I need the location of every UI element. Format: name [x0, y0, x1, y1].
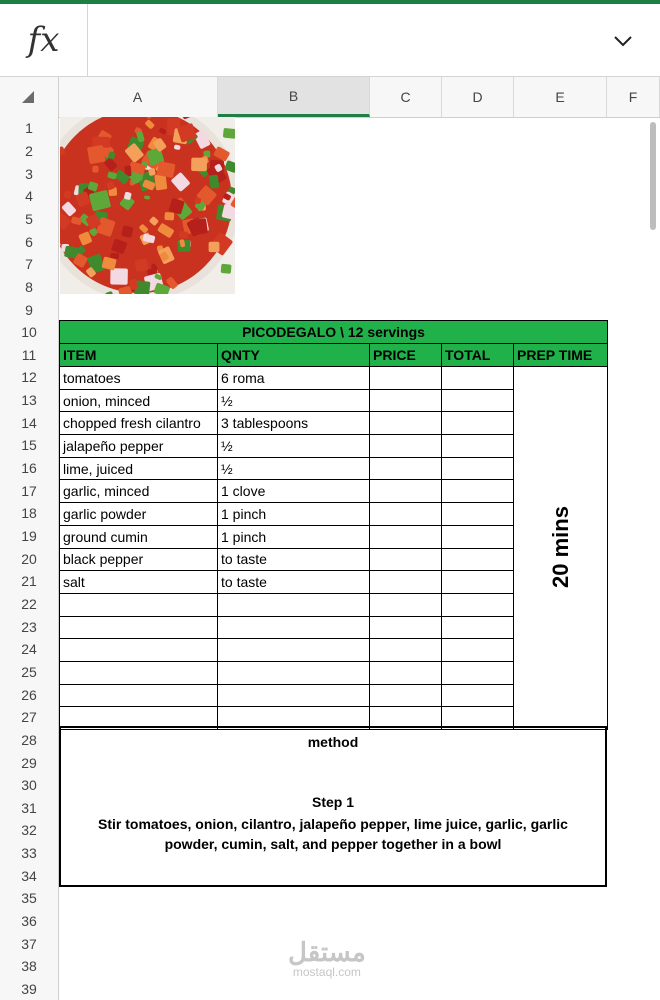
prep-time-value: 20 mins — [547, 506, 573, 588]
qnty-cell[interactable]: 6 roma — [218, 367, 370, 390]
qnty-cell[interactable]: 1 pinch — [218, 525, 370, 548]
column-header-bar — [0, 77, 660, 118]
qnty-cell[interactable]: ½ — [218, 457, 370, 480]
row-header-19[interactable]: 19 — [21, 528, 37, 544]
price-cell[interactable] — [370, 593, 442, 616]
qnty-cell[interactable]: 3 tablespoons — [218, 412, 370, 435]
price-cell[interactable] — [370, 525, 442, 548]
total-cell[interactable] — [442, 571, 514, 594]
item-cell[interactable]: jalapeño pepper — [60, 435, 218, 458]
header-prep-time[interactable]: PREP TIME — [514, 344, 608, 367]
price-cell[interactable] — [370, 503, 442, 526]
total-cell[interactable] — [442, 367, 514, 390]
row-header-28[interactable]: 28 — [21, 731, 37, 748]
total-cell[interactable] — [442, 389, 514, 412]
item-cell[interactable] — [60, 684, 218, 707]
header-qnty[interactable]: QNTY — [218, 344, 370, 367]
price-cell[interactable] — [370, 480, 442, 503]
row-header-39[interactable]: 39 — [21, 981, 37, 997]
row-header-17[interactable]: 17 — [21, 482, 37, 499]
row-header-4[interactable]: 4 — [25, 188, 33, 205]
item-cell[interactable]: onion, minced — [60, 389, 218, 412]
column-header-e[interactable]: E — [514, 77, 607, 117]
item-cell[interactable]: chopped fresh cilantro — [60, 412, 218, 435]
qnty-cell[interactable]: 1 pinch — [218, 503, 370, 526]
price-cell[interactable] — [370, 367, 442, 390]
header-total[interactable]: TOTAL — [442, 344, 514, 367]
item-cell[interactable] — [60, 661, 218, 684]
column-header-c[interactable]: C — [370, 77, 442, 117]
total-cell[interactable] — [442, 661, 514, 684]
row-header-8[interactable]: 8 — [25, 278, 33, 295]
qnty-cell[interactable] — [218, 593, 370, 616]
row-header-34[interactable]: 34 — [21, 867, 37, 884]
row-header-21[interactable]: 21 — [21, 573, 37, 590]
total-cell[interactable] — [442, 525, 514, 548]
row-header-9[interactable]: 9 — [25, 301, 33, 318]
item-cell[interactable]: salt — [60, 571, 218, 594]
row-header-37[interactable]: 37 — [21, 935, 37, 952]
row-header-16[interactable]: 16 — [21, 460, 37, 477]
item-cell[interactable]: garlic, minced — [60, 480, 218, 503]
row-header-6[interactable]: 6 — [25, 233, 33, 250]
item-cell[interactable]: tomatoes — [60, 367, 218, 390]
row-header-15[interactable]: 15 — [21, 437, 37, 454]
total-cell[interactable] — [442, 412, 514, 435]
row-header-5[interactable]: 5 — [25, 210, 33, 227]
method-step-label: Step 1 — [311, 794, 354, 810]
item-cell[interactable] — [60, 616, 218, 639]
total-cell[interactable] — [442, 616, 514, 639]
total-cell[interactable] — [442, 503, 514, 526]
select-all-corner[interactable] — [0, 77, 59, 117]
table-title[interactable]: PICODEGALO \ 12 servings — [60, 321, 608, 344]
price-cell[interactable] — [370, 684, 442, 707]
row-header-20[interactable]: 20 — [21, 550, 37, 567]
row-header-27[interactable]: 27 — [21, 709, 37, 726]
item-cell[interactable] — [60, 593, 218, 616]
qnty-cell[interactable]: to taste — [218, 548, 370, 571]
column-header-f[interactable]: F — [607, 77, 660, 117]
column-header-a[interactable]: A — [58, 77, 218, 117]
row-header-22[interactable]: 22 — [21, 595, 37, 612]
row-header-31[interactable]: 31 — [21, 799, 37, 816]
formula-input[interactable] — [88, 4, 608, 76]
header-price[interactable]: PRICE — [370, 344, 442, 367]
total-cell[interactable] — [442, 457, 514, 480]
prep-time-cell[interactable] — [514, 367, 608, 730]
item-cell[interactable]: lime, juiced — [60, 457, 218, 480]
price-cell[interactable] — [370, 571, 442, 594]
row-header-26[interactable]: 26 — [21, 686, 37, 703]
item-cell[interactable] — [60, 639, 218, 662]
qnty-cell[interactable]: ½ — [218, 435, 370, 458]
total-cell[interactable] — [442, 593, 514, 616]
vertical-scrollbar[interactable] — [650, 122, 656, 230]
row-header-3[interactable]: 3 — [25, 165, 33, 182]
chevron-down-icon[interactable] — [606, 24, 640, 58]
qnty-cell[interactable]: 1 clove — [218, 480, 370, 503]
item-cell[interactable]: black pepper — [60, 548, 218, 571]
row-header-33[interactable]: 33 — [21, 845, 37, 862]
table-row — [60, 367, 608, 390]
header-item[interactable]: ITEM — [60, 344, 218, 367]
method-title: method — [307, 734, 359, 750]
price-cell[interactable] — [370, 661, 442, 684]
row-header-36[interactable]: 36 — [21, 913, 37, 930]
recipe-table — [59, 320, 608, 730]
salsa-image[interactable] — [60, 117, 235, 294]
price-cell[interactable] — [370, 639, 442, 662]
total-cell[interactable] — [442, 435, 514, 458]
row-header-10[interactable]: 10 — [21, 324, 37, 341]
row-header-38[interactable]: 38 — [21, 958, 37, 975]
item-cell[interactable]: garlic powder — [60, 503, 218, 526]
total-cell[interactable] — [442, 548, 514, 571]
watermark-arabic: مستقل — [288, 937, 366, 967]
row-header-24[interactable]: 24 — [21, 641, 37, 658]
total-cell[interactable] — [442, 639, 514, 662]
price-cell[interactable] — [370, 389, 442, 412]
price-cell[interactable] — [370, 616, 442, 639]
price-cell[interactable] — [370, 412, 442, 435]
row-header-32[interactable]: 32 — [21, 822, 37, 839]
row-header-23[interactable]: 23 — [21, 618, 37, 635]
price-cell[interactable] — [370, 457, 442, 480]
row-header-30[interactable]: 30 — [21, 777, 37, 794]
qnty-cell[interactable]: to taste — [218, 571, 370, 594]
function-icon[interactable]: fx — [0, 4, 88, 76]
price-cell[interactable] — [370, 548, 442, 571]
row-header-29[interactable]: 29 — [21, 754, 37, 771]
price-cell[interactable] — [370, 435, 442, 458]
row-header-13[interactable]: 13 — [21, 392, 37, 409]
qnty-cell[interactable]: ½ — [218, 389, 370, 412]
total-cell[interactable] — [442, 684, 514, 707]
row-header-bar — [0, 117, 59, 1000]
qnty-cell[interactable] — [218, 639, 370, 662]
row-header-35[interactable]: 35 — [21, 890, 37, 907]
qnty-cell[interactable] — [218, 684, 370, 707]
row-header-18[interactable]: 18 — [21, 505, 37, 522]
item-cell[interactable]: ground cumin — [60, 525, 218, 548]
formula-bar — [0, 4, 660, 77]
row-header-25[interactable]: 25 — [21, 663, 37, 680]
row-header-11[interactable]: 11 — [21, 346, 37, 363]
row-header-12[interactable]: 12 — [21, 369, 37, 386]
column-header-d[interactable]: D — [442, 77, 514, 117]
watermark-latin: mostaql.com — [292, 965, 361, 979]
total-cell[interactable] — [442, 480, 514, 503]
qnty-cell[interactable] — [218, 616, 370, 639]
row-header-7[interactable]: 7 — [25, 256, 33, 273]
qnty-cell[interactable] — [218, 661, 370, 684]
row-header-14[interactable]: 14 — [21, 414, 37, 431]
row-header-2[interactable]: 2 — [25, 142, 33, 159]
column-header-b[interactable]: B — [218, 77, 370, 117]
watermark-logo — [288, 938, 366, 978]
row-header-1[interactable]: 1 — [25, 120, 33, 137]
method-step-text: Stir tomatoes, onion, cilantro, jalapeño pepper, lime juice, garlic, garlic powder, cumin, salt, and pepper together in a bowl — [98, 816, 568, 852]
method-box[interactable] — [59, 726, 607, 887]
